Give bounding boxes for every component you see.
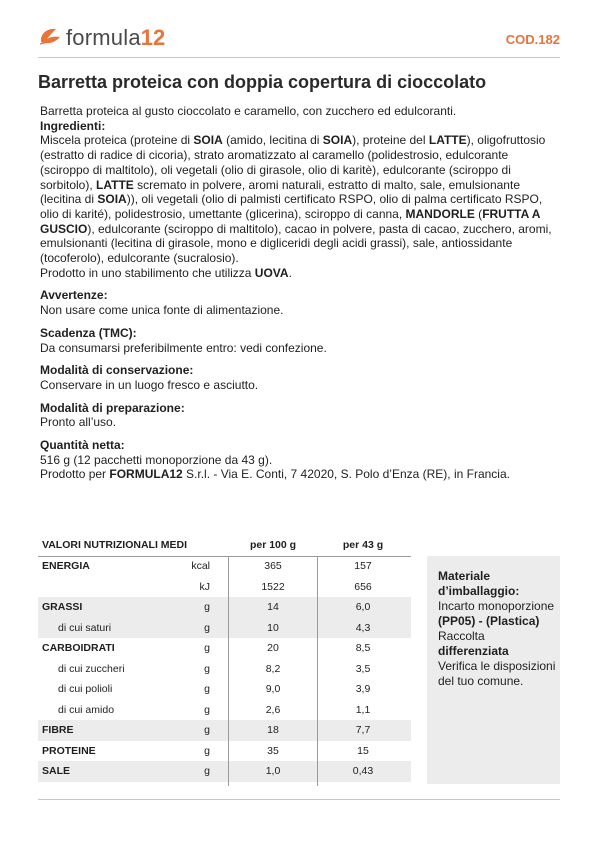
section-text: Non usare come unica fonte di alimentazione. xyxy=(40,303,284,318)
nutrient-unit: g xyxy=(204,642,210,654)
facility-prefix: Prodotto in uno stabilimento che utilizza xyxy=(40,265,255,280)
label-content xyxy=(40,104,556,482)
table-row xyxy=(38,679,411,700)
facility-allergen: UOVA xyxy=(254,265,289,280)
value-per-portion: 0,43 xyxy=(352,765,374,777)
ingredients-text xyxy=(40,133,556,265)
nutrient-unit: g xyxy=(204,765,210,777)
section-net-quantity xyxy=(40,438,556,467)
nutrition-rows xyxy=(38,556,411,782)
column-divider xyxy=(317,556,318,786)
table-row xyxy=(38,618,411,639)
table-row xyxy=(38,700,411,721)
nutrient-unit: g xyxy=(204,683,210,695)
value-per-portion: 656 xyxy=(354,580,372,593)
ingredient-text: )), oli vegetali (olio di palmisti certificato RSPO, olio di palma certificato RSPO, olio di karité), polidestrosio, umettante (glicerina), sciroppo di canna, xyxy=(40,192,543,221)
value-per-portion: 6,0 xyxy=(355,601,371,613)
value-per-portion: 1,1 xyxy=(355,703,371,716)
column-per-portion: per 43 g xyxy=(342,539,384,551)
allergen-text: LATTE xyxy=(96,177,134,192)
ingredient-text: scremato in polvere, aromi naturali, estratto di malto, sale, emulsionante (lecitina di xyxy=(40,177,520,207)
packaging-title: Materiale d’imballaggio: xyxy=(438,569,520,598)
ingredient-text: ), edulcorante (sciroppo di maltitolo), cacao in polvere, pasta di cacao, zucchero, aromi, emulsionanti (lecitina di girasole, mono e digliceridi degli acidi grassi), sale, antiossidante (tocoferolo), edulcorante (sucralosio). xyxy=(40,221,552,266)
top-divider xyxy=(38,57,560,58)
section-expiry xyxy=(40,326,556,355)
logo-text: formula xyxy=(66,25,141,50)
nutrition-header-label: VALORI NUTRIZIONALI MEDI xyxy=(42,539,188,551)
nutrition-header xyxy=(38,536,411,556)
nutrient-unit: kcal xyxy=(191,560,210,572)
allergen-text: SOIA xyxy=(322,133,353,148)
allergen-text: SOIA xyxy=(193,133,223,148)
ingredient-text: Miscela proteica (proteine di xyxy=(40,133,194,148)
value-per-100g: 1522 xyxy=(261,580,285,593)
producer-line xyxy=(40,467,556,482)
packaging-material: (PP05) - (Plastica) xyxy=(438,614,540,628)
value-per-100g: 18 xyxy=(267,724,279,736)
value-per-portion: 15 xyxy=(357,744,369,757)
logo-number: 12 xyxy=(140,25,166,50)
packaging-line: Raccolta xyxy=(438,629,485,643)
table-row xyxy=(38,761,411,782)
nutrient-unit: g xyxy=(204,724,210,736)
ingredient-text: ), oligofruttosio (estratto di radice di cicoria), strato aromatizzato al caramello (polidestrosio, edulcorante (sciroppo di maltitolo), oli vegetali (olio di girasole, olio di karitè), edulcorante (sciroppo di sorbitolo), xyxy=(40,133,546,192)
nutrient-name: di cui zuccheri xyxy=(58,662,125,675)
section-text: Pronto all’uso. xyxy=(40,415,117,430)
section-label: Modalità di preparazione: xyxy=(40,400,185,415)
section-label: Avvertenze: xyxy=(40,288,108,303)
nutrient-name: FIBRE xyxy=(42,724,74,736)
product-code: COD.182 xyxy=(505,32,560,47)
nutrient-name: ENERGIA xyxy=(42,560,90,572)
allergen-text: FRUTTA A GUSCIO xyxy=(40,206,540,236)
nutrient-unit: g xyxy=(204,703,210,716)
table-row xyxy=(38,720,411,741)
value-per-portion: 7,7 xyxy=(355,724,371,736)
nutrient-unit: g xyxy=(204,662,210,675)
nutrient-name: di cui saturi xyxy=(58,621,112,634)
ingredient-text: (amido, lecitina di xyxy=(222,133,323,148)
nutrient-name: SALE xyxy=(42,765,71,777)
header xyxy=(38,22,560,56)
value-per-portion: 8,5 xyxy=(355,642,371,654)
product-description: Barretta proteica al gusto cioccolato e caramello, con zucchero ed edulcoranti. xyxy=(40,104,457,118)
nutrient-unit: g xyxy=(204,621,210,634)
facility-note xyxy=(40,266,556,281)
section-text: Da consumarsi preferibilmente entro: vedi confezione. xyxy=(40,340,327,355)
value-per-100g: 14 xyxy=(267,601,279,613)
producer-brand: FORMULA12 xyxy=(109,467,183,482)
value-per-100g: 8,2 xyxy=(265,662,281,675)
value-per-100g: 20 xyxy=(267,642,279,654)
value-per-100g: 1,0 xyxy=(265,765,281,777)
value-per-100g: 2,6 xyxy=(265,703,281,716)
nutrient-name: di cui polioli xyxy=(58,683,113,695)
column-per-100g: per 100 g xyxy=(249,539,297,551)
value-per-100g: 35 xyxy=(267,744,279,757)
section-label: Modalità di conservazione: xyxy=(40,363,194,378)
ingredients-label: Ingredienti: xyxy=(40,118,106,133)
section-text: Conservare in un luogo fresco e asciutto. xyxy=(40,377,259,392)
section-warnings xyxy=(40,288,556,317)
nutrient-name: GRASSI xyxy=(42,601,83,613)
nutrition-table xyxy=(38,536,411,782)
nutrient-unit: g xyxy=(204,601,210,613)
nutrient-name: PROTEINE xyxy=(42,744,96,757)
packaging-collection: differenziata xyxy=(438,644,509,658)
section-label: Quantità netta: xyxy=(40,438,125,453)
column-divider xyxy=(228,556,229,786)
table-row xyxy=(38,638,411,659)
allergen-text: LATTE xyxy=(428,133,467,148)
nutrient-unit: kJ xyxy=(199,580,210,593)
packaging-note: Verifica le disposizioni del tuo comune. xyxy=(438,659,556,688)
packaging-box xyxy=(427,556,560,784)
ingredient-text: ( xyxy=(474,206,483,221)
value-per-portion: 4,3 xyxy=(355,621,371,634)
producer-suffix: S.r.l. - Via E. Conti, 7 42020, S. Polo d’Enza (RE), in Francia. xyxy=(182,467,510,482)
table-row xyxy=(38,556,411,577)
brand-logo xyxy=(38,22,165,54)
bottom-divider xyxy=(38,799,560,800)
value-per-portion: 3,5 xyxy=(355,662,371,675)
section-label: Scadenza (TMC): xyxy=(40,325,137,340)
page-title: Barretta proteica con doppia copertura di cioccolato xyxy=(38,72,487,92)
nutrient-name: di cui amido xyxy=(58,703,115,716)
value-per-portion: 3,9 xyxy=(355,683,371,695)
leaf-icon xyxy=(38,25,64,51)
table-row xyxy=(38,659,411,680)
header-divider xyxy=(38,556,411,557)
nutrient-name: CARBOIDRATI xyxy=(42,642,115,654)
packaging-line: Incarto monoporzione xyxy=(438,599,555,613)
table-row xyxy=(38,577,411,598)
value-per-100g: 365 xyxy=(264,560,282,572)
allergen-text: MANDORLE xyxy=(405,206,475,221)
nutrient-unit: g xyxy=(204,744,210,757)
ingredient-text: ), proteine del xyxy=(352,133,429,148)
table-row xyxy=(38,741,411,762)
section-preparation xyxy=(40,401,556,430)
facility-suffix: . xyxy=(288,265,292,280)
value-per-portion: 157 xyxy=(354,560,372,572)
value-per-100g: 10 xyxy=(267,621,279,634)
producer-prefix: Prodotto per xyxy=(40,467,110,482)
table-row xyxy=(38,597,411,618)
section-text: 516 g (12 pacchetti monoporzione da 43 g). xyxy=(40,452,273,467)
section-storage xyxy=(40,363,556,392)
allergen-text: SOIA xyxy=(97,192,127,207)
value-per-100g: 9,0 xyxy=(265,683,281,695)
